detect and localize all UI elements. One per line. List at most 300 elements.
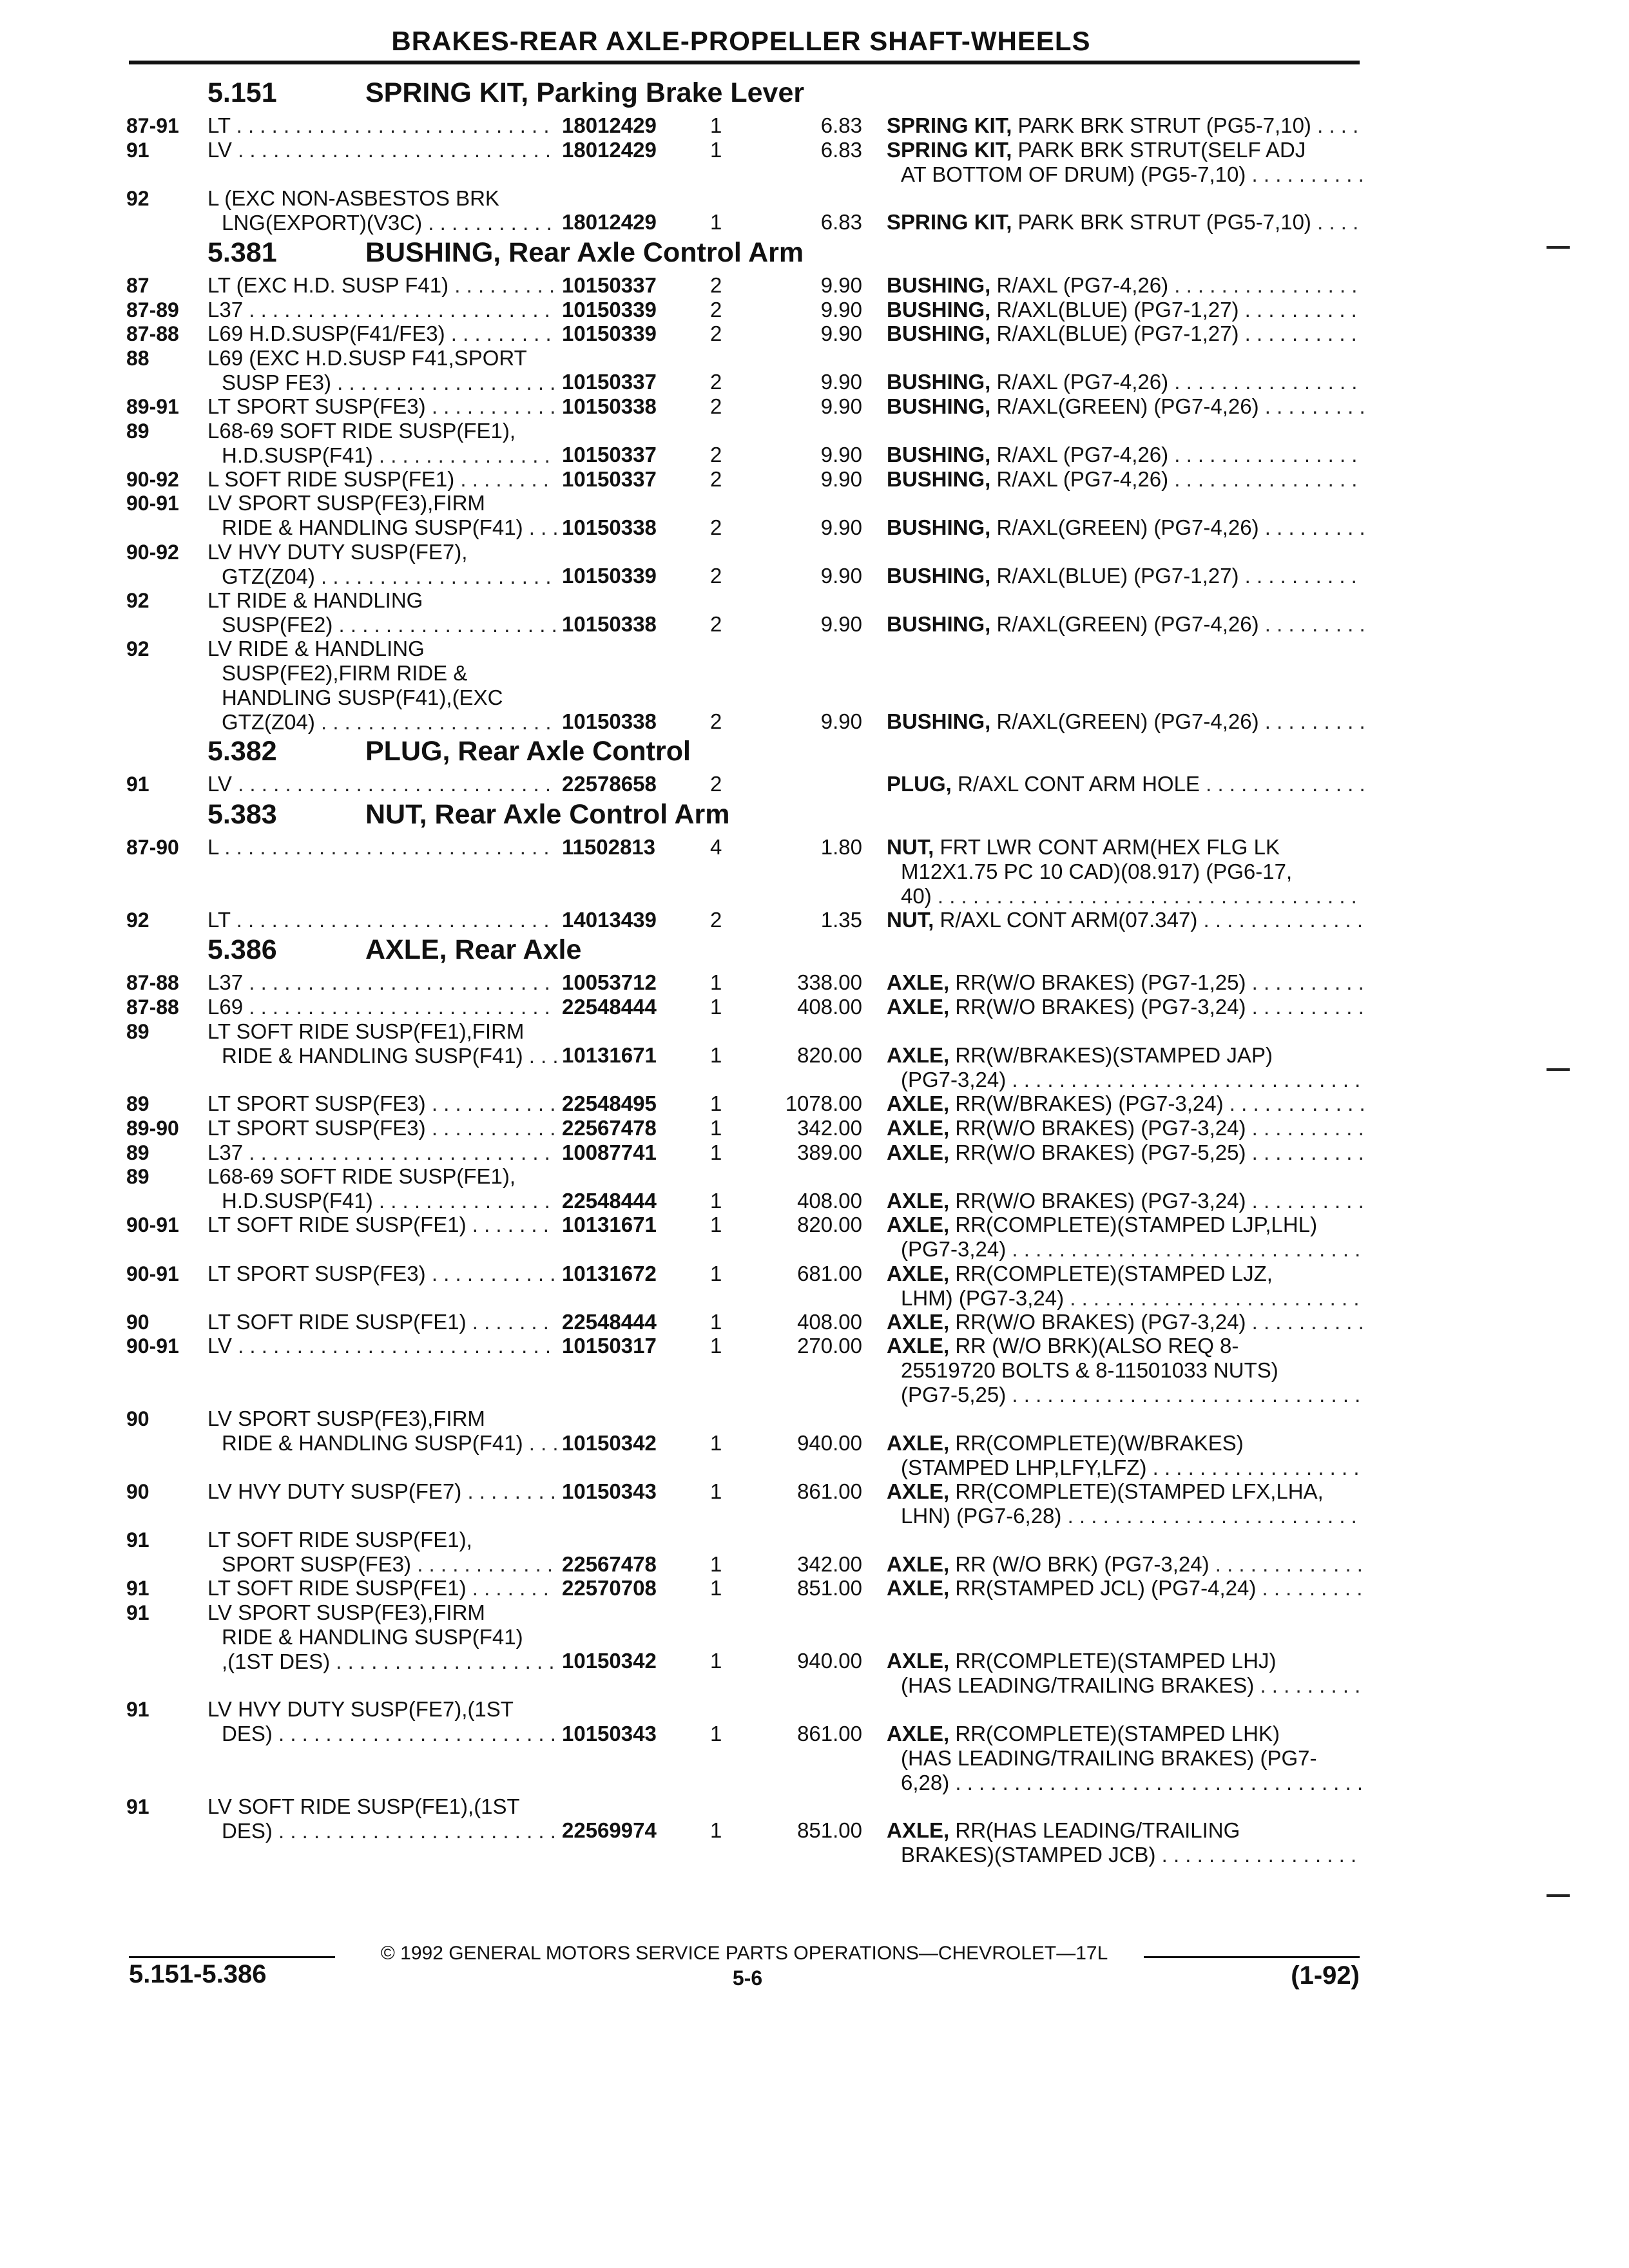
notes-text: R/AXL(GREEN) (PG7-4,26) — [996, 709, 1259, 733]
model-years: 87-90 — [126, 836, 179, 859]
description-line: RIDE & HANDLING SUSP(F41) . . . — [207, 1431, 688, 1456]
quantity: 1 — [710, 1091, 722, 1116]
header-rule — [129, 61, 1360, 64]
part-name-keyword: SPRING KIT, — [887, 210, 1012, 235]
section-heading — [207, 237, 804, 269]
notes-text: PARK BRK STRUT(SELF ADJ — [1017, 137, 1306, 162]
model-years: 87-88 — [126, 322, 179, 346]
part-notes — [887, 1479, 1364, 1528]
notes-text: M12X1.75 PC 10 CAD)(08.917) (PG6-17, — [901, 860, 1293, 883]
model-years: 92 — [126, 588, 149, 612]
notes-line — [887, 1213, 1364, 1237]
quantity: 2 — [710, 443, 722, 467]
part-name-keyword: PLUG, — [887, 772, 952, 796]
part-number: 10150317 — [557, 1334, 691, 1358]
notes-text: R/AXL (PG7-4,26) — [996, 370, 1169, 394]
part-name-keyword: AXLE, — [887, 1334, 950, 1358]
section-heading — [207, 77, 804, 109]
part-number: 22548495 — [557, 1091, 691, 1116]
part-name-keyword: BUSHING, — [887, 394, 991, 418]
notes-text: (HAS LEADING/TRAILING BRAKES) — [901, 1673, 1255, 1698]
model-years: 90 — [126, 1480, 149, 1503]
model-years: 91 — [126, 1601, 149, 1624]
model-years: 89 — [126, 1140, 149, 1164]
part-number: 10150339 — [557, 564, 691, 588]
quantity: 1 — [710, 113, 722, 137]
notes-text: RR(W/O BRAKES) (PG7-5,25) — [955, 1140, 1246, 1164]
description-line: HANDLING SUSP(F41),(EXC — [222, 686, 503, 709]
description-line: DES) . . . — [207, 1722, 688, 1746]
price: 342.00 — [797, 1116, 862, 1140]
part-row — [126, 1794, 1364, 1867]
part-number: 22567478 — [557, 1116, 691, 1140]
part-row — [126, 322, 1364, 346]
quantity: 2 — [710, 370, 722, 394]
price: 6.83 — [820, 210, 862, 235]
quantity: 2 — [710, 612, 722, 637]
description-line: RIDE & HANDLING SUSP(F41) . . . — [207, 515, 688, 540]
description-line: LNG(EXPORT)(V3C) . . . — [207, 211, 688, 235]
part-notes — [887, 113, 1364, 138]
notes-line — [887, 1237, 1364, 1262]
notes-line — [887, 443, 1364, 467]
price: 1.35 — [820, 907, 862, 932]
part-row — [126, 772, 1364, 796]
notes-text: FRT LWR CONT ARM(HEX FLG LK — [940, 835, 1280, 859]
notes-text: PARK BRK STRUT (PG5-7,10) — [1017, 113, 1311, 137]
model-years: 89 — [126, 1092, 149, 1116]
price: 9.90 — [820, 515, 862, 539]
quantity: 1 — [710, 1818, 722, 1843]
margin-tick — [1547, 246, 1570, 249]
notes-line — [887, 1310, 1364, 1334]
quantity: 2 — [710, 709, 722, 733]
section-name-rest: Parking Brake Lever — [528, 77, 805, 108]
part-name-keyword: AXLE, — [887, 1309, 950, 1334]
price: 270.00 — [797, 1334, 862, 1358]
notes-line — [887, 970, 1364, 995]
part-row — [126, 1310, 1364, 1334]
notes-line — [887, 113, 1364, 138]
quantity: 1 — [710, 210, 722, 235]
part-name-keyword: NUT, — [887, 907, 934, 932]
notes-text: (PG7-5,25) — [901, 1383, 1007, 1407]
description-line: LT SOFT RIDE SUSP(FE1),FIRM — [207, 1019, 525, 1043]
part-number: 22548444 — [557, 1189, 691, 1213]
description-line: LV HVY DUTY SUSP(FE7),(1ST — [207, 1697, 514, 1722]
notes-text: LHN) (PG7-6,28) — [901, 1504, 1062, 1528]
description-line: RIDE & HANDLING SUSP(F41) . . . — [207, 1044, 688, 1068]
part-row — [126, 1019, 1364, 1092]
notes-text: R/AXL CONT ARM(07.347) — [940, 907, 1198, 932]
model-years: 91 — [126, 773, 149, 796]
part-number: 22569974 — [557, 1818, 691, 1843]
section-number: 5.386 — [207, 934, 277, 966]
notes-line — [887, 612, 1364, 637]
notes-line — [887, 884, 1364, 908]
notes-text: RR(W/O BRAKES) (PG7-1,25) — [955, 970, 1246, 995]
notes-text: RR(W/O BRAKES) (PG7-3,24) — [955, 1188, 1246, 1213]
part-name-keyword: AXLE, — [887, 1430, 950, 1455]
model-years: 90-92 — [126, 467, 179, 491]
notes-line — [887, 1068, 1364, 1092]
description-line: H.D.SUSP(F41) . . . — [207, 443, 688, 468]
notes-line — [887, 1358, 1364, 1383]
part-name-keyword: AXLE, — [887, 970, 950, 995]
section-name-keyword: PLUG, — [365, 736, 450, 767]
notes-text: R/AXL(BLUE) (PG7-1,27) — [996, 564, 1239, 588]
model-years: 88 — [126, 346, 149, 370]
price: 820.00 — [797, 1213, 862, 1237]
part-name-keyword: AXLE, — [887, 1649, 950, 1673]
part-name-keyword: AXLE, — [887, 995, 950, 1019]
quantity: 2 — [710, 772, 722, 796]
price: 9.90 — [820, 370, 862, 394]
part-name-keyword: AXLE, — [887, 1818, 950, 1843]
price: 9.90 — [820, 273, 862, 297]
price: 9.90 — [820, 709, 862, 733]
description-line: LV . . . — [207, 138, 688, 162]
part-notes — [887, 835, 1364, 908]
description-line: LV . . . — [207, 772, 688, 796]
part-name-keyword: AXLE, — [887, 1213, 950, 1237]
description-line: L69 (EXC H.D.SUSP F41,SPORT — [207, 345, 527, 370]
notes-text: RR(W/O BRAKES) (PG7-3,24) — [955, 995, 1246, 1019]
notes-line — [887, 1456, 1364, 1480]
footer-date: (1-92) — [1291, 1961, 1360, 1990]
part-name-keyword: BUSHING, — [887, 273, 991, 297]
part-notes — [887, 1116, 1364, 1140]
model-years: 87-89 — [126, 298, 179, 322]
price: 389.00 — [797, 1140, 862, 1164]
part-name-keyword: AXLE, — [887, 1140, 950, 1164]
model-years: 87-88 — [126, 971, 179, 995]
part-notes — [887, 1552, 1364, 1577]
part-row — [126, 995, 1364, 1019]
model-years: 91 — [126, 138, 149, 162]
model-years: 87 — [126, 274, 149, 297]
quantity: 1 — [710, 1721, 722, 1745]
price: 338.00 — [797, 970, 862, 995]
notes-line — [887, 210, 1364, 235]
notes-text: RR(COMPLETE)(W/BRAKES) — [955, 1430, 1244, 1455]
notes-line — [887, 1576, 1364, 1600]
part-notes — [887, 210, 1364, 235]
section-number: 5.383 — [207, 799, 277, 830]
part-number: 10087741 — [557, 1140, 691, 1165]
notes-text: R/AXL(GREEN) (PG7-4,26) — [996, 612, 1259, 637]
model-years: 92 — [126, 186, 149, 210]
part-number: 18012429 — [557, 113, 691, 138]
description-line: LT (EXC H.D. SUSP F41) . . . — [207, 273, 688, 298]
part-name-keyword: BUSHING, — [887, 297, 991, 322]
quantity: 2 — [710, 394, 722, 418]
part-row — [126, 419, 1364, 467]
notes-line — [887, 1116, 1364, 1140]
part-notes — [887, 1310, 1364, 1334]
quantity: 4 — [710, 835, 722, 859]
section-name-keyword: NUT, — [365, 799, 427, 830]
price: 861.00 — [797, 1721, 862, 1745]
part-number: 10150338 — [557, 394, 691, 419]
quantity: 1 — [710, 1188, 722, 1213]
notes-text: BRAKES)(STAMPED JCB) — [901, 1843, 1156, 1867]
description-line: LT RIDE & HANDLING — [207, 588, 423, 612]
quantity: 2 — [710, 297, 722, 322]
notes-text: PARK BRK STRUT (PG5-7,10) — [1017, 210, 1311, 235]
description-line: LT . . . — [207, 113, 688, 138]
description-line: LT SOFT RIDE SUSP(FE1) . . . — [207, 1576, 688, 1600]
part-row — [126, 1528, 1364, 1576]
description-line: LT SOFT RIDE SUSP(FE1) . . . — [207, 1310, 688, 1334]
section-number: 5.381 — [207, 237, 277, 268]
part-row — [126, 637, 1364, 733]
description-line: DES) . . . — [207, 1819, 688, 1843]
part-row — [126, 1164, 1364, 1213]
margin-tick — [1547, 1068, 1570, 1071]
notes-text: RR(W/O BRAKES) (PG7-3,24) — [955, 1309, 1246, 1334]
model-years: 91 — [126, 1698, 149, 1722]
notes-line — [887, 1818, 1364, 1843]
description-line: LT SPORT SUSP(FE3) . . . — [207, 394, 688, 419]
part-row — [126, 1479, 1364, 1528]
notes-line — [887, 273, 1364, 298]
model-years: 90-91 — [126, 1334, 179, 1358]
part-notes — [887, 370, 1364, 394]
model-years: 89 — [126, 1165, 149, 1189]
description-line: L37 . . . — [207, 970, 688, 995]
notes-line — [887, 138, 1364, 162]
part-notes — [887, 908, 1364, 932]
description-line: RIDE & HANDLING SUSP(F41) — [222, 1625, 523, 1649]
section-heading — [207, 736, 691, 767]
description-line: ,(1ST DES) . . . — [207, 1649, 688, 1674]
description-line: LV SPORT SUSP(FE3),FIRM — [207, 1407, 485, 1431]
model-years: 91 — [126, 1528, 149, 1552]
notes-line — [887, 1673, 1364, 1698]
quantity: 2 — [710, 466, 722, 491]
part-number: 10150337 — [557, 467, 691, 492]
notes-line — [887, 1140, 1364, 1165]
section-name-keyword: BUSHING, — [365, 237, 501, 268]
description-line: LT SPORT SUSP(FE3) . . . — [207, 1262, 688, 1286]
quantity: 1 — [710, 1552, 722, 1576]
part-row — [126, 467, 1364, 492]
part-name-keyword: SPRING KIT, — [887, 137, 1012, 162]
description-line: L68-69 SOFT RIDE SUSP(FE1), — [207, 418, 516, 443]
notes-line — [887, 1334, 1364, 1358]
part-name-keyword: AXLE, — [887, 1188, 950, 1213]
part-name-keyword: SPRING KIT, — [887, 113, 1012, 137]
part-number: 11502813 — [557, 835, 691, 860]
section-heading — [207, 799, 729, 831]
model-years: 89-90 — [126, 1117, 179, 1140]
part-notes — [887, 1140, 1364, 1165]
part-row — [126, 186, 1364, 235]
description-line: LV SOFT RIDE SUSP(FE1),(1ST — [207, 1794, 520, 1818]
part-number: 10150339 — [557, 298, 691, 322]
notes-text: RR(COMPLETE)(STAMPED LHK) — [955, 1721, 1280, 1745]
description-line: LV SPORT SUSP(FE3),FIRM — [207, 491, 485, 515]
description-line: GTZ(Z04) . . . — [207, 564, 688, 589]
description-line: SUSP(FE2),FIRM RIDE & — [222, 661, 468, 685]
notes-line — [887, 1262, 1364, 1286]
part-number: 10150342 — [557, 1431, 691, 1456]
notes-text: RR(STAMPED JCL) (PG7-4,24) — [955, 1576, 1257, 1600]
notes-line — [887, 467, 1364, 492]
section-name-rest: Rear Axle Control — [450, 736, 691, 767]
part-number: 10150338 — [557, 709, 691, 734]
model-years: 89 — [126, 1019, 149, 1043]
part-name-keyword: BUSHING, — [887, 322, 991, 346]
notes-line — [887, 1649, 1364, 1673]
section-number: 5.382 — [207, 736, 277, 767]
part-row — [126, 1262, 1364, 1310]
part-notes — [887, 515, 1364, 540]
section-name-rest: Rear Axle — [447, 934, 582, 966]
description-line: LV SPORT SUSP(FE3),FIRM — [207, 1600, 485, 1624]
price: 9.90 — [820, 297, 862, 322]
model-years: 91 — [126, 1794, 149, 1818]
section-name-rest: Rear Axle Control Arm — [427, 799, 730, 830]
part-number: 22548444 — [557, 1310, 691, 1334]
notes-text: (HAS LEADING/TRAILING BRAKES) (PG7- — [901, 1745, 1317, 1770]
part-number: 10131671 — [557, 1213, 691, 1237]
part-number: 22548444 — [557, 995, 691, 1019]
description-line: L SOFT RIDE SUSP(FE1) . . . — [207, 467, 688, 492]
price: 851.00 — [797, 1818, 862, 1843]
price: 9.90 — [820, 443, 862, 467]
part-name-keyword: AXLE, — [887, 1479, 950, 1503]
description-line: SUSP FE3) . . . — [207, 370, 688, 395]
quantity: 2 — [710, 564, 722, 588]
part-notes — [887, 1818, 1364, 1867]
notes-text: LHM) (PG7-3,24) — [901, 1285, 1065, 1310]
notes-text: RR(W/O BRAKES) (PG7-3,24) — [955, 1116, 1246, 1140]
description-line: LT SPORT SUSP(FE3) . . . — [207, 1116, 688, 1140]
notes-line — [887, 772, 1364, 796]
notes-text: R/AXL (PG7-4,26) — [996, 273, 1169, 297]
notes-line — [887, 370, 1364, 394]
quantity: 1 — [710, 1309, 722, 1334]
quantity: 1 — [710, 995, 722, 1019]
part-row — [126, 273, 1364, 298]
notes-line — [887, 1771, 1364, 1795]
part-notes — [887, 1431, 1364, 1480]
notes-line — [887, 860, 1364, 884]
description-line: L (EXC NON-ASBESTOS BRK — [207, 186, 499, 210]
description-line: LV . . . — [207, 1334, 688, 1358]
model-years: 87-91 — [126, 114, 179, 137]
quantity: 2 — [710, 273, 722, 297]
notes-line — [887, 1479, 1364, 1504]
description-line: LT SOFT RIDE SUSP(FE1), — [207, 1528, 472, 1552]
price: 681.00 — [797, 1261, 862, 1285]
description-line: LT SOFT RIDE SUSP(FE1) . . . — [207, 1213, 688, 1237]
description-line: L . . . — [207, 835, 688, 860]
quantity: 2 — [710, 322, 722, 346]
notes-text: (STAMPED LHP,LFY,LFZ) — [901, 1455, 1147, 1479]
part-name-keyword: AXLE, — [887, 1721, 950, 1745]
part-notes — [887, 298, 1364, 322]
part-notes — [887, 138, 1364, 187]
part-row — [126, 588, 1364, 637]
part-row — [126, 346, 1364, 394]
price: 6.83 — [820, 137, 862, 162]
quantity: 1 — [710, 970, 722, 995]
notes-text: R/AXL (PG7-4,26) — [996, 443, 1169, 467]
notes-line — [887, 835, 1364, 860]
notes-line — [887, 1504, 1364, 1528]
part-name-keyword: AXLE, — [887, 1091, 950, 1116]
notes-line — [887, 1043, 1364, 1068]
notes-text: RR(W/BRAKES)(STAMPED JAP) — [955, 1043, 1273, 1068]
notes-line — [887, 1552, 1364, 1577]
notes-line — [887, 1722, 1364, 1746]
part-number: 10150343 — [557, 1722, 691, 1746]
quantity: 1 — [710, 1334, 722, 1358]
price: 9.90 — [820, 322, 862, 346]
part-row — [126, 1140, 1364, 1165]
part-row — [126, 1213, 1364, 1261]
price: 940.00 — [797, 1649, 862, 1673]
price: 408.00 — [797, 1188, 862, 1213]
part-name-keyword: AXLE, — [887, 1261, 950, 1285]
notes-line — [887, 1091, 1364, 1116]
notes-line — [887, 515, 1364, 540]
notes-line — [887, 564, 1364, 588]
notes-text: R/AXL CONT ARM HOLE — [958, 772, 1200, 796]
part-notes — [887, 1189, 1364, 1213]
part-row — [126, 1334, 1364, 1407]
description-line: L69 H.D.SUSP(F41/FE3) . . . — [207, 322, 688, 346]
part-notes — [887, 564, 1364, 588]
part-name-keyword: BUSHING, — [887, 709, 991, 733]
price: 9.90 — [820, 564, 862, 588]
part-name-keyword: BUSHING, — [887, 466, 991, 491]
margin-tick — [1547, 1894, 1570, 1897]
notes-text: RR (W/O BRK)(ALSO REQ 8- — [955, 1334, 1239, 1358]
part-notes — [887, 709, 1364, 734]
part-number: 22567478 — [557, 1552, 691, 1577]
model-years: 89 — [126, 419, 149, 443]
part-row — [126, 1697, 1364, 1794]
part-name-keyword: BUSHING, — [887, 612, 991, 637]
model-years: 91 — [126, 1577, 149, 1600]
description-line: L69 . . . — [207, 995, 688, 1019]
notes-text: RR(W/BRAKES) (PG7-3,24) — [955, 1091, 1224, 1116]
part-number: 10131671 — [557, 1043, 691, 1068]
part-name-keyword: AXLE, — [887, 1043, 950, 1068]
description-line: SPORT SUSP(FE3) . . . — [207, 1552, 688, 1577]
model-years: 90-91 — [126, 492, 179, 515]
notes-line — [887, 1431, 1364, 1456]
notes-text: AT BOTTOM OF DRUM) (PG5-7,10) — [901, 162, 1246, 186]
part-number: 10053712 — [557, 970, 691, 995]
quantity: 1 — [710, 1116, 722, 1140]
part-number: 10150342 — [557, 1649, 691, 1673]
notes-line — [887, 709, 1364, 734]
part-number: 10150339 — [557, 322, 691, 346]
quantity: 1 — [710, 1261, 722, 1285]
price: 861.00 — [797, 1479, 862, 1503]
part-number: 10150337 — [557, 370, 691, 394]
notes-line — [887, 1843, 1364, 1867]
part-notes — [887, 1262, 1364, 1311]
part-notes — [887, 443, 1364, 467]
notes-line — [887, 995, 1364, 1019]
footer-page-number: 5-6 — [732, 1966, 763, 1990]
